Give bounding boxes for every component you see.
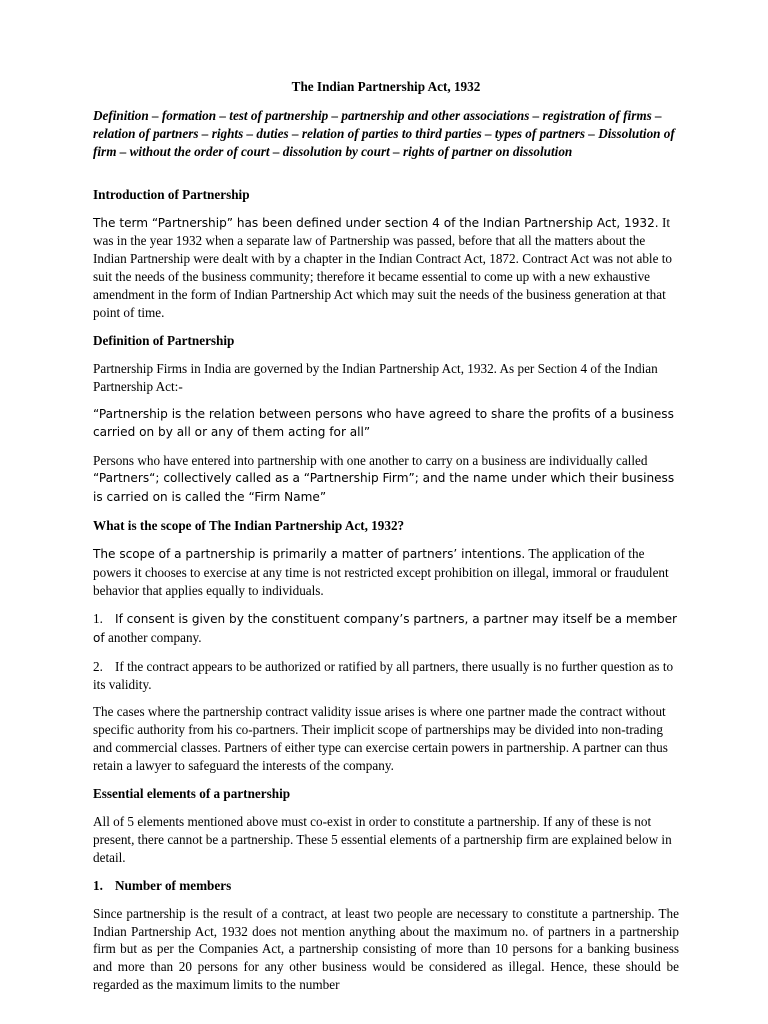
scope-text-rest: The application of the powers it chooses to exercise at any time is not restricted except prohibition on illegal, immoral or fraudulent behavior that applies equally to individuals.: [93, 546, 669, 598]
list-item-text: If consent is given by the constituent company’s partners, a partner may itself be a member of: [93, 611, 677, 645]
document-subtitle: Definition – formation – test of partnership – partnership and other associations – registration of firms – relation of partners – rights – duties – relation of parties to third parties – types of partners – Dissolution of firm – without the order of court – dissolution by court – rights of partner on dissolution: [93, 107, 675, 159]
document-title: The Indian Partnership Act, 1932: [291, 79, 481, 94]
list-item-text-rest: another company.: [104, 629, 202, 645]
scope-paragraph: [93, 545, 679, 600]
scope-list-item: [93, 658, 679, 694]
scope-list-item: [93, 610, 679, 648]
intro-paragraph: [93, 214, 679, 322]
intro-text-rest: It was in the year 1932 when a separate law of Partnership was passed, before that all the matters about the Indian Partnership were dealt with by a chapter in the Indian Contract Act, 1872. Contract Act was not able to suit the needs of the business community; therefore it became essential to come up with a new exhaustive amendment in the form of Indian Partnership Act which may suit the needs of the business generation at that point of time.: [93, 214, 672, 321]
persons-text-lead: Persons who have entered into partnership with one another to carry on a business are individually called: [93, 452, 648, 468]
definition-paragraph: Partnership Firms in India are governed by the Indian Partnership Act, 1932. As per Section 4 of the Indian Partnership Act:-: [93, 360, 658, 394]
members-heading-number: 1.: [93, 877, 103, 893]
scope-heading: What is the scope of The Indian Partnership Act, 1932?: [93, 518, 405, 534]
list-item-text: If the contract appears to be authorized or ratified by all partners, there usually is no further question as to its validity.: [93, 658, 674, 692]
list-item-number: 2.: [93, 658, 103, 674]
intro-heading: Introduction of Partnership: [93, 186, 250, 202]
essential-paragraph: All of 5 elements mentioned above must co-exist in order to constitute a partnership. If any of these is not present, there cannot be a partnership. These 5 essential elements of a partnership firm are explained below in detail.: [93, 814, 672, 865]
document-page: [93, 78, 679, 1004]
definition-quote: “Partnership is the relation between persons who have agreed to share the profits of a business carried on by all or any of them acting for all”: [93, 406, 674, 439]
intro-text-lead: The term “Partnership” has been defined under section 4 of the Indian Partnership Act, 1932.: [93, 215, 659, 230]
cases-paragraph: The cases where the partnership contract validity issue arises is where one partner made the contract without specific authority from his co-partners. Their implicit scope of partnerships may be divided into non-trading and commercial classes. Partners of either type can exercise certain powers in partnership. A partner can thus retain a lawyer to safeguard the interests of the company.: [93, 704, 668, 774]
essential-heading: Essential elements of a partnership: [93, 786, 291, 802]
list-item-number: 1.: [93, 610, 103, 626]
members-paragraph: Since partnership is the result of a contract, at least two people are necessary to constitute a partnership. The Indian Partnership Act, 1932 does not mention anything about the maximum no. of partners in a partnership firm but as per the Companies Act, a partnership consisting of more than 10 persons for a banking business and more than 20 persons for any other business would be considered as illegal. Hence, these should be regarded as the maximum limits to the number: [93, 905, 679, 993]
members-heading-label: Number of members: [115, 877, 232, 893]
persons-text-rest: “Partners“; collectively called as a “Partnership Firm”; and the name under which their business is carried on is called the “Firm Name”: [93, 471, 675, 505]
scope-text-lead: The scope of a partnership is primarily a matter of partners’ intentions.: [93, 547, 526, 562]
members-heading: [93, 877, 679, 895]
persons-paragraph: [93, 452, 679, 508]
definition-heading: Definition of Partnership: [93, 332, 235, 348]
